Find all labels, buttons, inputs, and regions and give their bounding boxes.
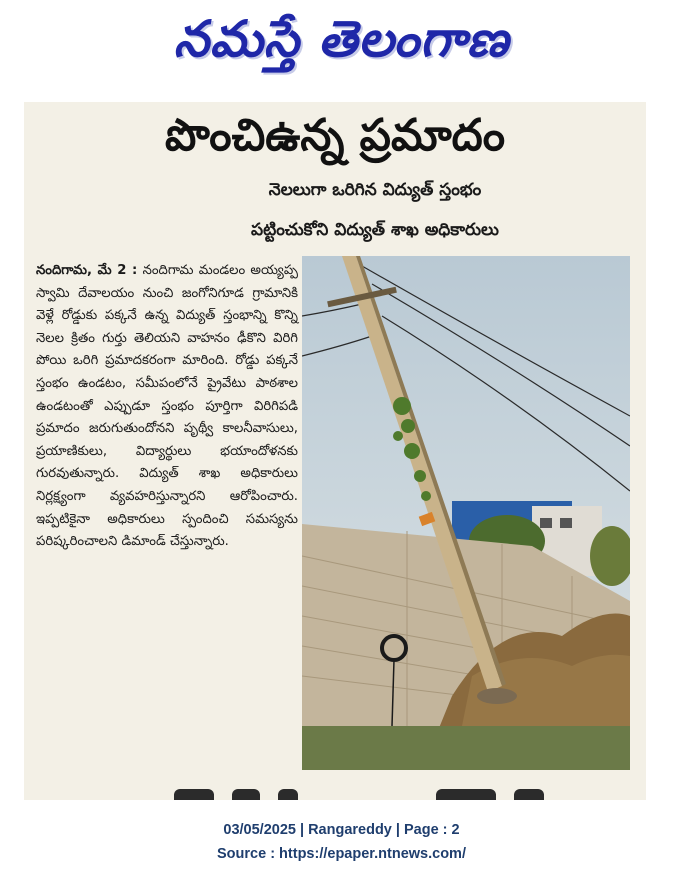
article-subheadline-1: నెలలుగా ఒరిగిన విద్యుత్ స్తంభం (268, 180, 482, 200)
article-subheadline-2: పట్టించుకోని విద్యుత్ శాఖ అధికారులు (251, 220, 499, 240)
article-photo (302, 256, 630, 770)
edition-info: 03/05/2025 | Rangareddy | Page : 2 (223, 822, 460, 838)
article-dateline: నందిగామ, మే 2 : (36, 263, 138, 278)
leaning-pole-photo (302, 256, 630, 770)
newspaper-logo: నమస్తే తెలంగాణ (173, 9, 510, 68)
article-headline: పొంచిఉన్న ప్రమాదం (164, 110, 506, 161)
next-article-cutoff (174, 786, 574, 800)
article-body-text: నందిగామ మండలం అయ్యప్ప స్వామి దేవాలయం నుంచి జంగోనిగూడ గ్రామానికి వెళ్లే రోడ్డుకు పక్కనే ఉన్న విద్యుత్ స్తంభాన్ని కొన్ని నెలల క్రితం గుర్తు తెలియని వాహనం ఢీకొని విరిగి పోయి ఒరిగి ప్రమాదకరంగా మారింది. రోడ్డు పక్కనే స్తంభం ఉండటం, సమీపంలోనే ప్రైవేటు పాఠశాల ఉండటంతో ఎప్పుడూ స్తంభం పూర్తిగా విరిగిపడి ప్రమాదం జరుగుతుందోనని పృథ్వీ కాలనీవాసులు, ప్రయాణికులు, విద్యార్థులు భయాందోళనకు గురవుతున్నారు. విద్యుత్ శాఖ అధికారులు నిర్లక్ష్యంగా వ్యవహరిస్తున్నారని ఆరోపించారు. ఇప్పటికైనా అధికారులు స్పందించి సమస్యను పరిష్కరించాలని డిమాండ్ చేస్తున్నారు. (36, 263, 298, 550)
article-body (36, 260, 298, 554)
masthead (0, 0, 683, 90)
article-clipping (24, 102, 646, 800)
source-link[interactable]: Source : https://epaper.ntnews.com/ (217, 846, 466, 862)
